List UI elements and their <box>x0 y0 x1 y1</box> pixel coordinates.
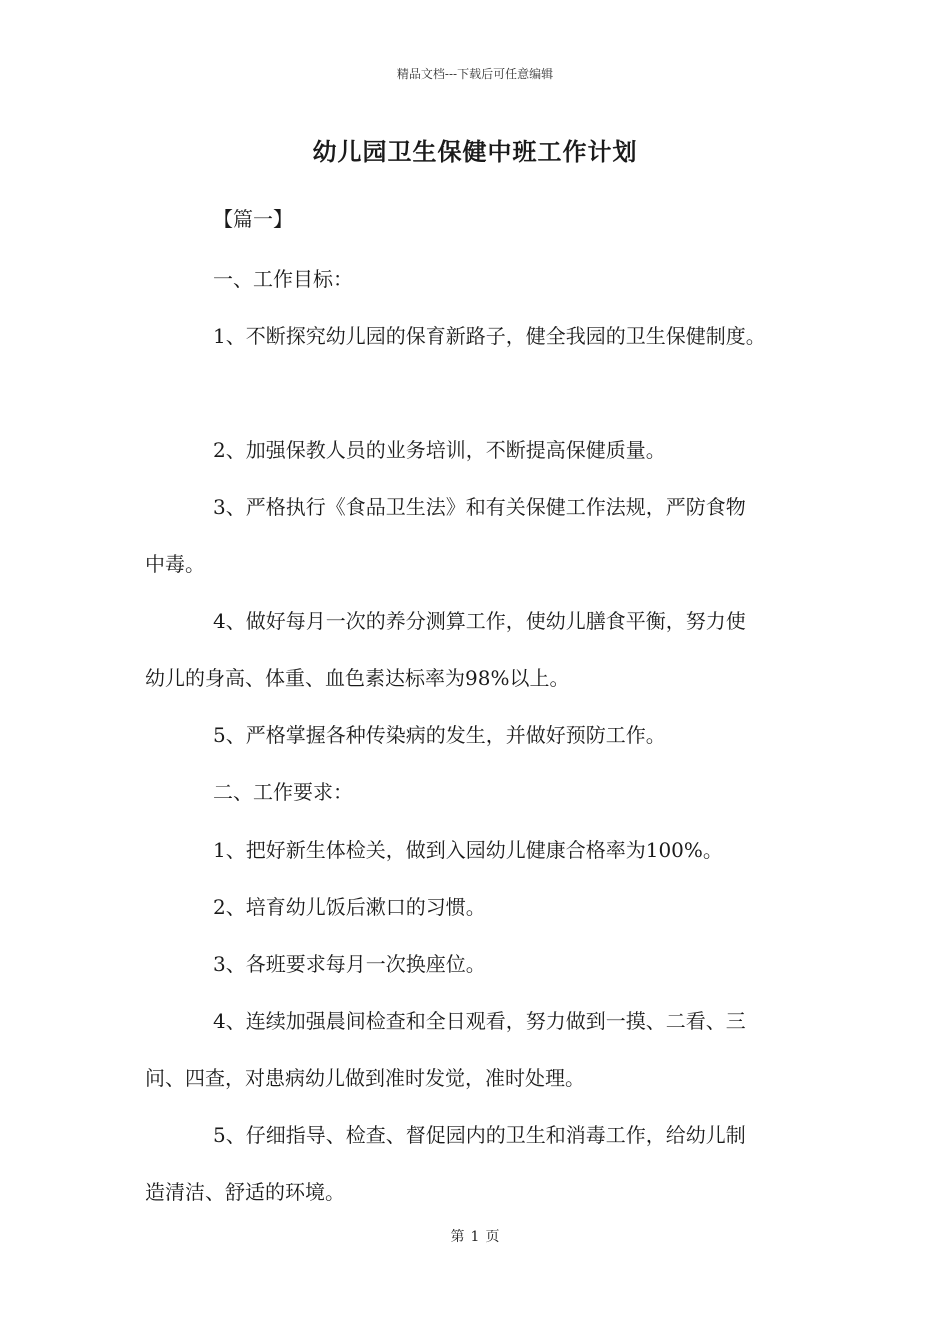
footer-suffix: 页 <box>485 1229 500 1245</box>
paragraph-line: 1、把好新生体检关，做到入园幼儿健康合格率为100%。 <box>213 838 723 862</box>
paragraph-line: 3、各班要求每月一次换座位。 <box>213 952 486 976</box>
paragraph-line: 3、严格执行《食品卫生法》和有关保健工作法规，严防食物 <box>213 495 746 519</box>
paragraph-line: 幼儿的身高、体重、血色素达标率为98%以上。 <box>145 666 570 690</box>
paragraph-line: 二、工作要求： <box>213 780 353 804</box>
paragraph-line: 5、仔细指导、检查、督促园内的卫生和消毒工作，给幼儿制 <box>213 1123 746 1147</box>
paragraph-line: 2、培育幼儿饭后漱口的习惯。 <box>213 895 486 919</box>
paragraph-line: 造清洁、舒适的环境。 <box>145 1180 345 1204</box>
paragraph-line: 2、加强保教人员的业务培训，不断提高保健质量。 <box>213 438 666 462</box>
page-number: 1 <box>470 1229 480 1245</box>
paragraph-line: 中毒。 <box>145 552 205 576</box>
header-note: 精品文档---下载后可任意编辑 <box>396 67 554 81</box>
paragraph-line: 1、不断探究幼儿园的保育新路子，健全我园的卫生保健制度。 <box>213 324 766 348</box>
paragraph-line: 问、四查，对患病幼儿做到准时发觉，准时处理。 <box>145 1066 585 1090</box>
page-footer <box>0 1228 950 1246</box>
section-tag: 【篇一】 <box>213 207 293 231</box>
paragraph-line: 一、工作目标： <box>213 267 353 291</box>
paragraph-line: 5、严格掌握各种传染病的发生，并做好预防工作。 <box>213 723 666 747</box>
footer-prefix: 第 <box>450 1229 465 1245</box>
paragraph-line: 4、做好每月一次的养分测算工作，使幼儿膳食平衡，努力使 <box>213 609 746 633</box>
document-title: 幼儿园卫生保健中班工作计划 <box>312 137 638 166</box>
paragraph-line: 4、连续加强晨间检查和全日观看，努力做到一摸、二看、三 <box>213 1009 746 1033</box>
